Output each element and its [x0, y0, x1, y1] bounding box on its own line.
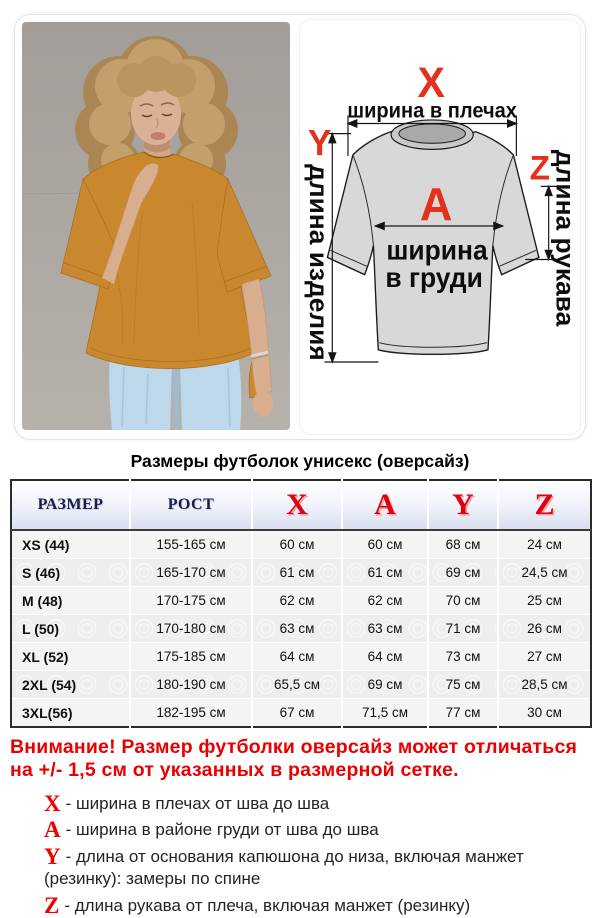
- size-table: [10, 479, 592, 728]
- legend-text-y: - длина от основания капюшона до низа, включая манжет (резинку): замеры по спине: [44, 846, 524, 889]
- a-letter: A: [419, 177, 453, 231]
- header-row: [11, 480, 591, 530]
- legend-text-z: - длина рукава от плеча, включая манжет (резинку): [64, 895, 471, 915]
- a-label-line1: ширина: [386, 235, 488, 266]
- size-warning: Внимание! Размер футболки оверсайз может отличаться на +/- 1,5 см от указанных в размерной сетке.: [10, 736, 578, 782]
- cell-z: 24,5 см: [498, 559, 591, 587]
- z-letter: Z: [529, 148, 551, 188]
- table-row-xl: [11, 643, 591, 671]
- cell-height: 180-190 см: [130, 671, 252, 699]
- cell-height: 165-170 см: [130, 559, 252, 587]
- x-label: ширина в плечах: [347, 100, 517, 123]
- measurement-legend: [44, 792, 559, 917]
- model-photo-illustration: [22, 22, 290, 430]
- cell-z: 27 см: [498, 643, 591, 671]
- cell-y: 70 см: [428, 587, 498, 615]
- cell-x: 64 см: [252, 643, 342, 671]
- cell-size: L (50): [11, 615, 130, 643]
- y-letter: Y: [307, 122, 332, 164]
- cell-x: 65,5 см: [252, 671, 342, 699]
- col-header-y: Y: [428, 480, 498, 530]
- cell-size: 2XL (54): [11, 671, 130, 699]
- cell-y: 68 см: [428, 530, 498, 559]
- z-label: длина рукава: [550, 149, 579, 327]
- cell-a: 69 см: [342, 671, 428, 699]
- cell-height: 155-165 см: [130, 530, 252, 559]
- cell-x: 63 см: [252, 615, 342, 643]
- legend-letter-a: A: [44, 817, 61, 843]
- cell-height: 170-175 см: [130, 587, 252, 615]
- legend-letter-x: X: [44, 790, 61, 816]
- cell-a: 60 см: [342, 530, 428, 559]
- col-header-height: РОСТ: [130, 480, 252, 530]
- table-row-3xl: [11, 699, 591, 728]
- table-row-m: [11, 587, 591, 615]
- cell-z: 24 см: [498, 530, 591, 559]
- cell-y: 69 см: [428, 559, 498, 587]
- col-header-z: Z: [498, 480, 591, 530]
- cell-z: 28,5 см: [498, 671, 591, 699]
- cell-y: 73 см: [428, 643, 498, 671]
- table-row-s: [11, 559, 591, 587]
- legend-text-x: - ширина в плечах от шва до шва: [65, 793, 330, 813]
- page-title: Размеры футболок унисекс (оверсайз): [130, 451, 470, 471]
- cell-x: 67 см: [252, 699, 342, 728]
- product-photo: [22, 22, 290, 430]
- cell-z: 30 см: [498, 699, 591, 728]
- cell-height: 175-185 см: [130, 643, 252, 671]
- cell-a: 64 см: [342, 643, 428, 671]
- legend-letter-y: Y: [44, 843, 61, 869]
- cell-size: 3XL(56): [11, 699, 130, 728]
- legend-text-a: - ширина в районе груди от шва до шва: [65, 820, 379, 840]
- hand: [253, 391, 273, 417]
- cell-height: 182-195 см: [130, 699, 252, 728]
- cell-a: 63 см: [342, 615, 428, 643]
- cell-a: 71,5 см: [342, 699, 428, 728]
- cell-size: XS (44): [11, 530, 130, 559]
- table-header: [11, 480, 591, 530]
- x-letter: X: [417, 58, 445, 107]
- legend-item-z: [44, 894, 559, 917]
- table-row-xs: [11, 530, 591, 559]
- cell-z: 26 см: [498, 615, 591, 643]
- table-body: [11, 530, 591, 727]
- product-media-card: [14, 14, 586, 440]
- cell-z: 25 см: [498, 587, 591, 615]
- cell-size: XL (52): [11, 643, 130, 671]
- y-label: длина изделия: [303, 164, 332, 361]
- cell-size: M (48): [11, 587, 130, 615]
- cell-y: 71 см: [428, 615, 498, 643]
- measurement-diagram: [300, 20, 580, 434]
- a-label-line2: в груди: [385, 262, 483, 293]
- legend-item-y: [44, 845, 559, 891]
- cell-y: 75 см: [428, 671, 498, 699]
- legend-item-x: [44, 792, 559, 815]
- legend-letter-z: Z: [44, 892, 60, 918]
- cell-x: 61 см: [252, 559, 342, 587]
- col-header-size: РАЗМЕР: [11, 480, 130, 530]
- cell-x: 60 см: [252, 530, 342, 559]
- cell-x: 62 см: [252, 587, 342, 615]
- cell-y: 77 см: [428, 699, 498, 728]
- cell-size: S (46): [11, 559, 130, 587]
- table-row-l: [11, 615, 591, 643]
- product-size-page: [0, 14, 600, 917]
- table-row-2xl: [11, 671, 591, 699]
- legend-item-a: [44, 818, 559, 841]
- cell-a: 61 см: [342, 559, 428, 587]
- size-diagram: [299, 19, 581, 435]
- cell-height: 170-180 см: [130, 615, 252, 643]
- cell-a: 62 см: [342, 587, 428, 615]
- col-header-a: A: [342, 480, 428, 530]
- collar-opening: [399, 124, 466, 143]
- lips: [151, 132, 166, 140]
- col-header-x: X: [252, 480, 342, 530]
